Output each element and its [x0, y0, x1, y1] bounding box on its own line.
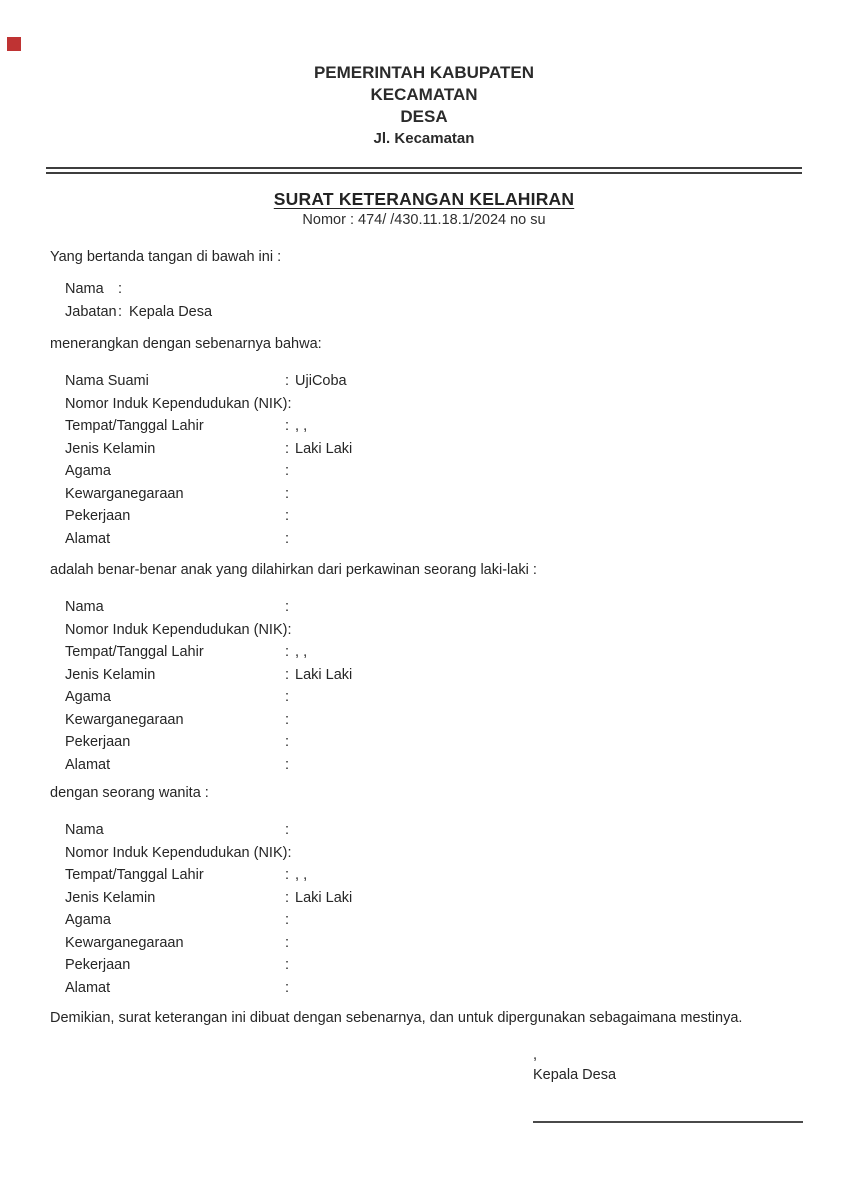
field-label: Alamat	[65, 756, 111, 773]
field-row	[65, 438, 848, 461]
field-value: , ,	[295, 644, 308, 660]
document-title: SURAT KETERANGAN KELAHIRAN	[273, 189, 575, 209]
field-row	[65, 954, 848, 977]
field-label: Nama	[65, 599, 104, 615]
field-colon: :	[285, 599, 290, 615]
field-value: , ,	[295, 418, 308, 434]
field-row	[65, 596, 848, 619]
signer-name-colon: :	[118, 281, 123, 297]
field-value: Laki Laki	[295, 440, 353, 457]
field-label: Nomor Induk Kependudukan (NIK)	[65, 395, 288, 412]
field-colon: :	[285, 463, 290, 479]
field-label: Kewarganegaraan	[65, 934, 184, 951]
field-row	[65, 731, 848, 754]
field-row	[65, 641, 848, 664]
field-row	[65, 393, 848, 416]
field-colon: :	[287, 621, 292, 638]
field-row	[65, 842, 848, 865]
field-label: Tempat/Tanggal Lahir	[65, 644, 204, 660]
title-block	[0, 188, 848, 230]
field-colon: :	[285, 530, 290, 547]
field-colon: :	[285, 889, 290, 906]
field-colon: :	[285, 373, 290, 389]
closing-statement: Demikian, surat keterangan ini dibuat dengan sebenarnya, dan untuk dipergunakan sebagaimana mestinya.	[50, 1010, 743, 1026]
field-colon: :	[285, 734, 290, 750]
signature-line	[533, 1121, 803, 1123]
child-fields	[0, 596, 848, 776]
field-colon: :	[285, 485, 290, 502]
field-label: Agama	[65, 689, 111, 705]
field-row	[65, 686, 848, 709]
field-label: Jenis Kelamin	[65, 666, 156, 683]
field-value: Laki Laki	[295, 666, 353, 683]
mother-lead-statement: dengan seorang wanita :	[50, 785, 209, 801]
field-label: Tempat/Tanggal Lahir	[65, 418, 204, 434]
field-row	[65, 864, 848, 887]
field-colon: :	[285, 666, 290, 683]
field-label: Nomor Induk Kependudukan (NIK)	[65, 621, 288, 638]
signer-row-position	[65, 301, 848, 324]
field-row	[65, 819, 848, 842]
field-colon: :	[285, 912, 290, 928]
father-fields	[0, 370, 848, 550]
field-label: Alamat	[65, 979, 111, 996]
field-row	[65, 415, 848, 438]
field-colon: :	[285, 867, 290, 883]
field-label: Pekerjaan	[65, 508, 131, 524]
signer-position-colon: :	[118, 304, 123, 320]
signer-position-label: Jabatan	[65, 304, 117, 320]
red-marker	[7, 37, 21, 51]
signature-block	[533, 1045, 803, 1123]
field-label: Nama	[65, 822, 104, 838]
signer-position-value: Kepala Desa	[129, 304, 213, 320]
field-row	[65, 664, 848, 687]
field-row	[65, 619, 848, 642]
field-colon: :	[285, 689, 290, 705]
field-label: Alamat	[65, 530, 111, 547]
field-row	[65, 483, 848, 506]
field-label: Kewarganegaraan	[65, 711, 184, 728]
field-label: Jenis Kelamin	[65, 889, 156, 906]
field-colon: :	[285, 711, 290, 728]
field-colon: :	[285, 934, 290, 951]
mother-fields	[0, 819, 848, 999]
field-row	[65, 528, 848, 551]
field-row	[65, 754, 848, 777]
field-label: Nama Suami	[65, 373, 149, 389]
child-lead-statement: adalah benar-benar anak yang dilahirkan dari perkawinan seorang laki-laki :	[50, 562, 537, 578]
field-row	[65, 932, 848, 955]
document-number: Nomor : 474/ /430.11.18.1/2024 no su	[302, 212, 546, 228]
field-colon: :	[285, 979, 290, 996]
field-row	[65, 370, 848, 393]
signer-block	[0, 278, 848, 324]
field-colon: :	[285, 644, 290, 660]
field-row	[65, 887, 848, 910]
signer-row-name	[65, 278, 848, 301]
field-label: Agama	[65, 912, 111, 928]
field-label: Pekerjaan	[65, 734, 131, 750]
field-value: UjiCoba	[295, 373, 347, 389]
field-colon: :	[287, 395, 292, 412]
letterhead-divider	[46, 167, 802, 174]
field-colon: :	[285, 440, 290, 457]
letterhead-line-village: DESA	[400, 107, 448, 126]
field-colon: :	[285, 756, 290, 773]
field-value: Laki Laki	[295, 889, 353, 906]
field-value: , ,	[295, 867, 308, 883]
field-label: Pekerjaan	[65, 957, 131, 973]
field-row	[65, 460, 848, 483]
certifying-statement: menerangkan dengan sebenarnya bahwa:	[50, 336, 322, 352]
field-colon: :	[285, 508, 290, 524]
field-colon: :	[285, 957, 290, 973]
letterhead-line-address: Jl. Kecamatan	[373, 130, 475, 147]
letterhead-line-district: KECAMATAN	[370, 85, 478, 104]
field-row	[65, 909, 848, 932]
field-colon: :	[287, 844, 292, 861]
signature-place-date: ,	[533, 1047, 538, 1063]
field-row	[65, 709, 848, 732]
opening-statement: Yang bertanda tangan di bawah ini :	[50, 249, 282, 265]
signature-role: Kepala Desa	[533, 1067, 617, 1083]
field-colon: :	[285, 822, 290, 838]
field-colon: :	[285, 418, 290, 434]
field-label: Nomor Induk Kependudukan (NIK)	[65, 844, 288, 861]
letterhead	[0, 0, 848, 149]
field-label: Agama	[65, 463, 111, 479]
field-row	[65, 977, 848, 1000]
field-label: Kewarganegaraan	[65, 485, 184, 502]
letterhead-line-government: PEMERINTAH KABUPATEN	[313, 63, 535, 82]
signer-name-label: Nama	[65, 281, 104, 297]
field-label: Tempat/Tanggal Lahir	[65, 867, 204, 883]
field-row	[65, 505, 848, 528]
field-label: Jenis Kelamin	[65, 440, 156, 457]
